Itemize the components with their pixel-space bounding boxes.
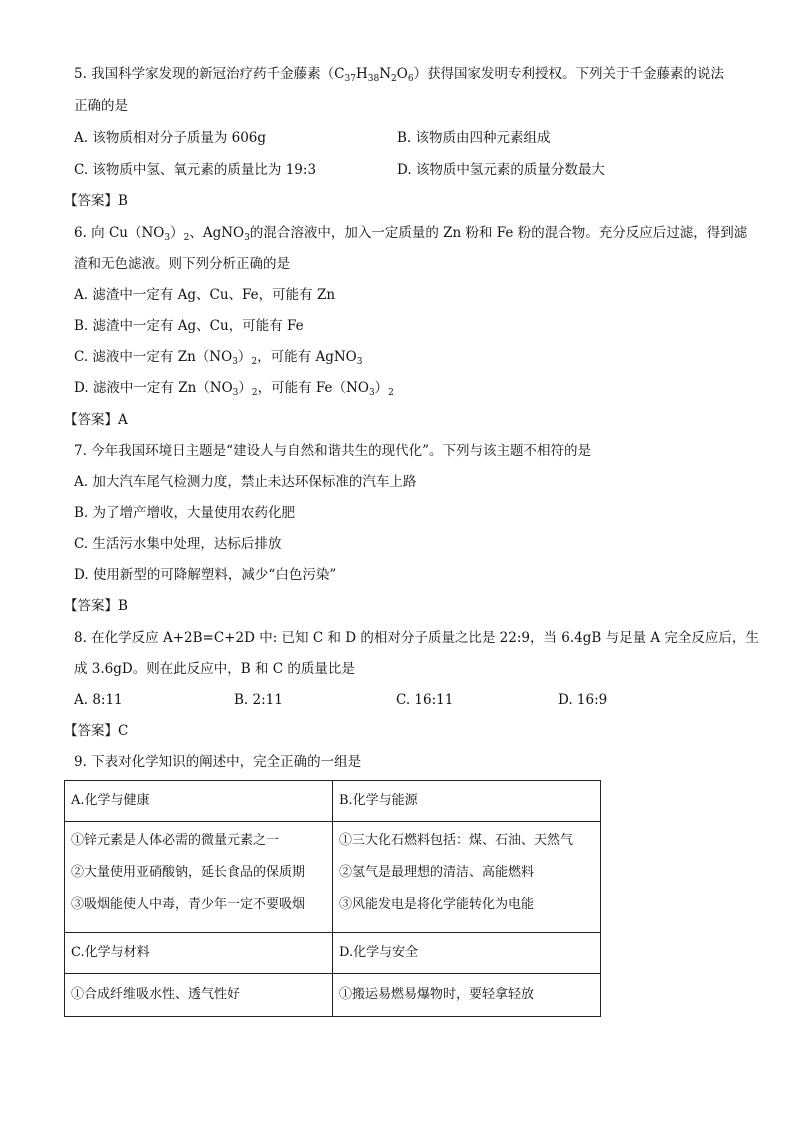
q7-option-c: C. 生活污水集中处理，达标后排放 [74,536,282,552]
q8-option-a: A. 8:11 [74,692,123,708]
table-item: ②氢气是最理想的清洁、高能燃料 [339,865,535,880]
table-cell-a-head: A.化学与健康 [65,781,333,822]
q5-option-a: A. 该物质相对分子质量为 606g [74,130,267,146]
table-cell-b-items [333,822,601,933]
table-cell-d-item: ①搬运易燃易爆物时，要轻拿轻放 [333,974,601,1017]
q7-stem: 7. 今年我国环境日主题是“建设人与自然和谐共生的现代化”。下列与该主题不相符的是 [74,443,591,459]
table-cell-a-items [65,822,333,933]
q9-stem: 9. 下表对化学知识的阐述中，完全正确的一组是 [74,754,362,770]
table-item: ③风能发电是将化学能转化为电能 [339,897,535,912]
q6-option-c: C. 滤液中一定有 $Zn(NO_3)_2$，可能有 AgNO$_3$ [74,349,363,367]
q7-option-b: B. 为了增产增收，大量使用农药化肥 [74,505,296,521]
q8-option-c: C. 16:11 [396,692,454,708]
q5-stem-line1: 5. 我国科学家发现的新冠治疗药千金藤素$(C_{37}H_{38}N_2O_6)$获得国家发明专利授权。下列关于千金藤素的说法 [74,66,725,84]
table-item: ②大量使用亚硝酸钠，延长食品的保质期 [71,865,306,880]
q8-option-b: B. 2:11 [234,692,283,708]
q6-stem-line1: 6. 向 $Cu(NO_3)_2$、AgNO$_3$的混合溶液中，加入一定质量的 Zn 粉和 Fe 粉的混合物。充分反应后过滤，得到滤 [74,225,748,243]
table-cell-b-head: B.化学与能源 [333,781,601,822]
q6-answer: 【答案】A [64,412,128,428]
q8-option-d: D. 16:9 [558,692,608,708]
q8-stem-line2: 成 3.6gD。则在此反应中，B 和 C 的质量比是 [74,661,355,677]
q8-stem-line1: 8. 在化学反应 A+2B=C+2D 中: 已知 C 和 D 的相对分子质量之比是 22:9，当 6.4gB 与足量 A 完全反应后，生 [74,630,759,646]
q5-option-b: B. 该物质由四种元素组成 [397,130,551,146]
table-cell-c-head: C.化学与材料 [65,933,333,974]
q7-option-a: A. 加大汽车尾气检测力度，禁止未达环保标准的汽车上路 [74,474,417,490]
q5-stem-line2: 正确的是 [74,98,128,114]
q5-option-c: C. 该物质中氢、氧元素的质量比为 19:3 [74,162,317,178]
q7-option-d: D. 使用新型的可降解塑料，减少“白色污染” [74,567,337,583]
q7-answer: 【答案】B [64,598,128,614]
q8-answer: 【答案】C [64,723,129,739]
table-cell-d-head: D.化学与安全 [333,933,601,974]
q6-option-d: D. 滤液中一定有 $Zn(NO_3)_2$，可能有 $Fe(NO_3)_2$ [74,380,394,398]
q5-answer: 【答案】B [64,193,128,209]
q6-stem-line2: 渣和无色滤液。则下列分析正确的是 [74,256,290,272]
table-item: ①锌元素是人体必需的微量元素之一 [71,833,280,848]
table-cell-c-item: ①合成纤维吸水性、透气性好 [65,974,333,1017]
q5-option-d: D. 该物质中氢元素的质量分数最大 [397,162,605,178]
q6-option-b: B. 滤渣中一定有 Ag、Cu，可能有 Fe [74,318,304,334]
table-item: ①三大化石燃料包括：煤、石油、天然气 [339,833,574,848]
table-item: ③吸烟能使人中毒，青少年一定不要吸烟 [71,897,306,912]
q6-option-a: A. 滤渣中一定有 Ag、Cu、Fe，可能有 Zn [74,287,336,303]
q9-knowledge-table [64,780,601,1017]
